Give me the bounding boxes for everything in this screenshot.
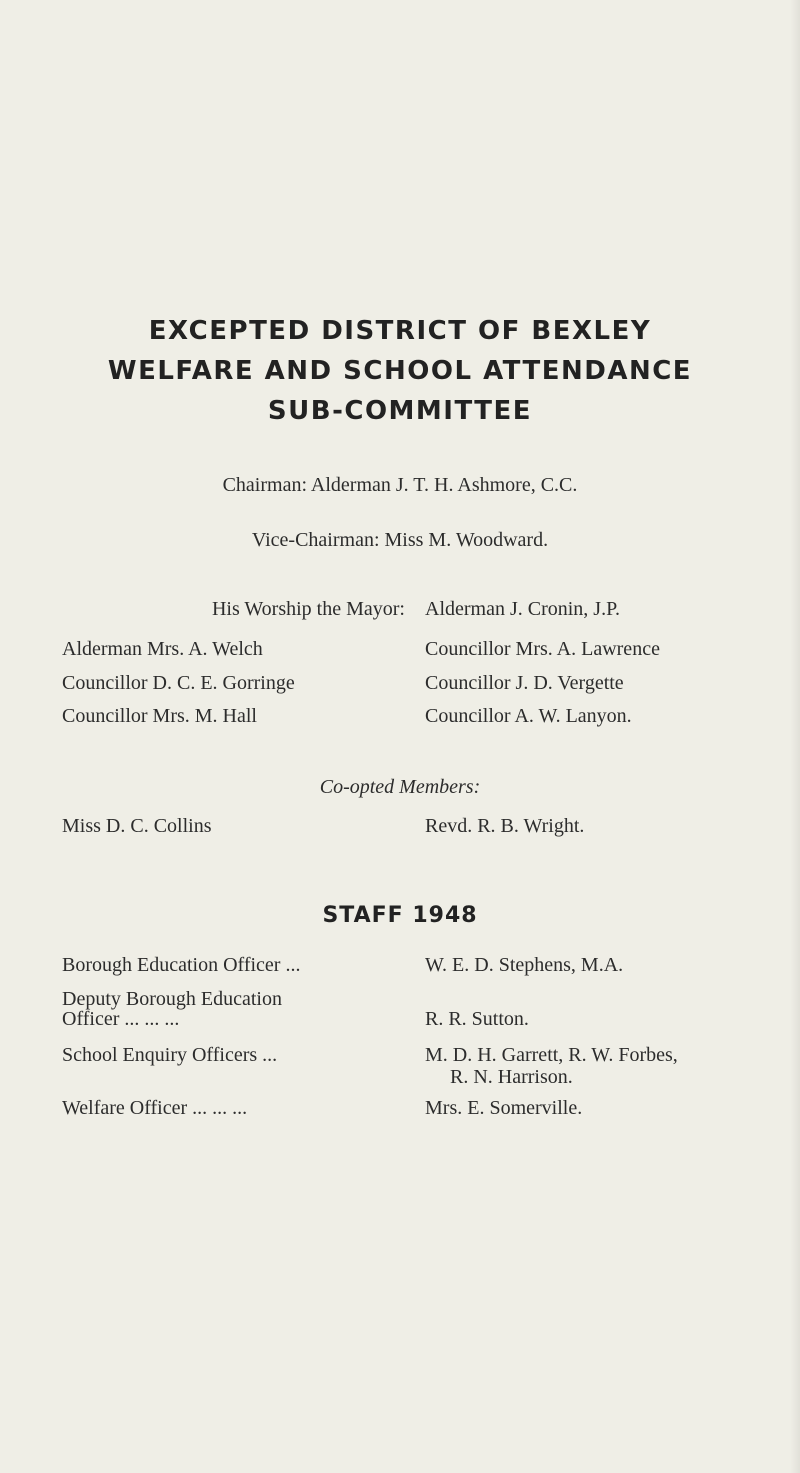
member-left-2: Alderman Mrs. A. Welch <box>62 638 263 660</box>
staff-heading: STAFF 1948 <box>322 903 478 928</box>
staff-name-4: Mrs. E. Somerville. <box>425 1097 583 1119</box>
staff-role-1: Borough Education Officer ... <box>62 954 301 976</box>
staff-name-3-line-2: R. N. Harrison. <box>450 1066 573 1088</box>
member-right-4: Councillor A. W. Lanyon. <box>425 705 632 727</box>
staff-name-2: R. R. Sutton. <box>425 1008 529 1030</box>
vice-chairman-line: Vice-Chairman: Miss M. Woodward. <box>251 529 549 551</box>
member-right-1: Alderman J. Cronin, J.P. <box>425 598 620 620</box>
title-line-2: WELFARE AND SCHOOL ATTENDANCE <box>107 356 693 386</box>
coopted-left: Miss D. C. Collins <box>62 815 212 837</box>
title-line-3: SUB-COMMITTEE <box>267 396 533 426</box>
staff-role-2-line-1: Deputy Borough Education <box>62 988 282 1010</box>
page-edge-shadow <box>790 0 800 1473</box>
chairman-line: Chairman: Alderman J. T. H. Ashmore, C.C. <box>222 474 578 496</box>
member-left-3: Councillor D. C. E. Gorringe <box>62 672 295 694</box>
staff-role-4: Welfare Officer ... ... ... <box>62 1097 248 1119</box>
staff-role-2-line-2: Officer ... ... ... <box>62 1008 180 1030</box>
member-right-3: Councillor J. D. Vergette <box>425 672 624 694</box>
coopted-right: Revd. R. B. Wright. <box>425 815 585 837</box>
staff-role-3: School Enquiry Officers ... <box>62 1044 278 1066</box>
member-right-2: Councillor Mrs. A. Lawrence <box>425 638 660 660</box>
staff-name-3-line-1: M. D. H. Garrett, R. W. Forbes, <box>425 1044 678 1066</box>
title-line-1: EXCEPTED DISTRICT OF BEXLEY <box>148 316 652 346</box>
member-left-1: His Worship the Mayor: <box>211 598 405 620</box>
member-left-4: Councillor Mrs. M. Hall <box>62 705 257 727</box>
staff-name-1: W. E. D. Stephens, M.A. <box>425 954 624 976</box>
coopted-heading: Co-opted Members: <box>319 776 481 798</box>
